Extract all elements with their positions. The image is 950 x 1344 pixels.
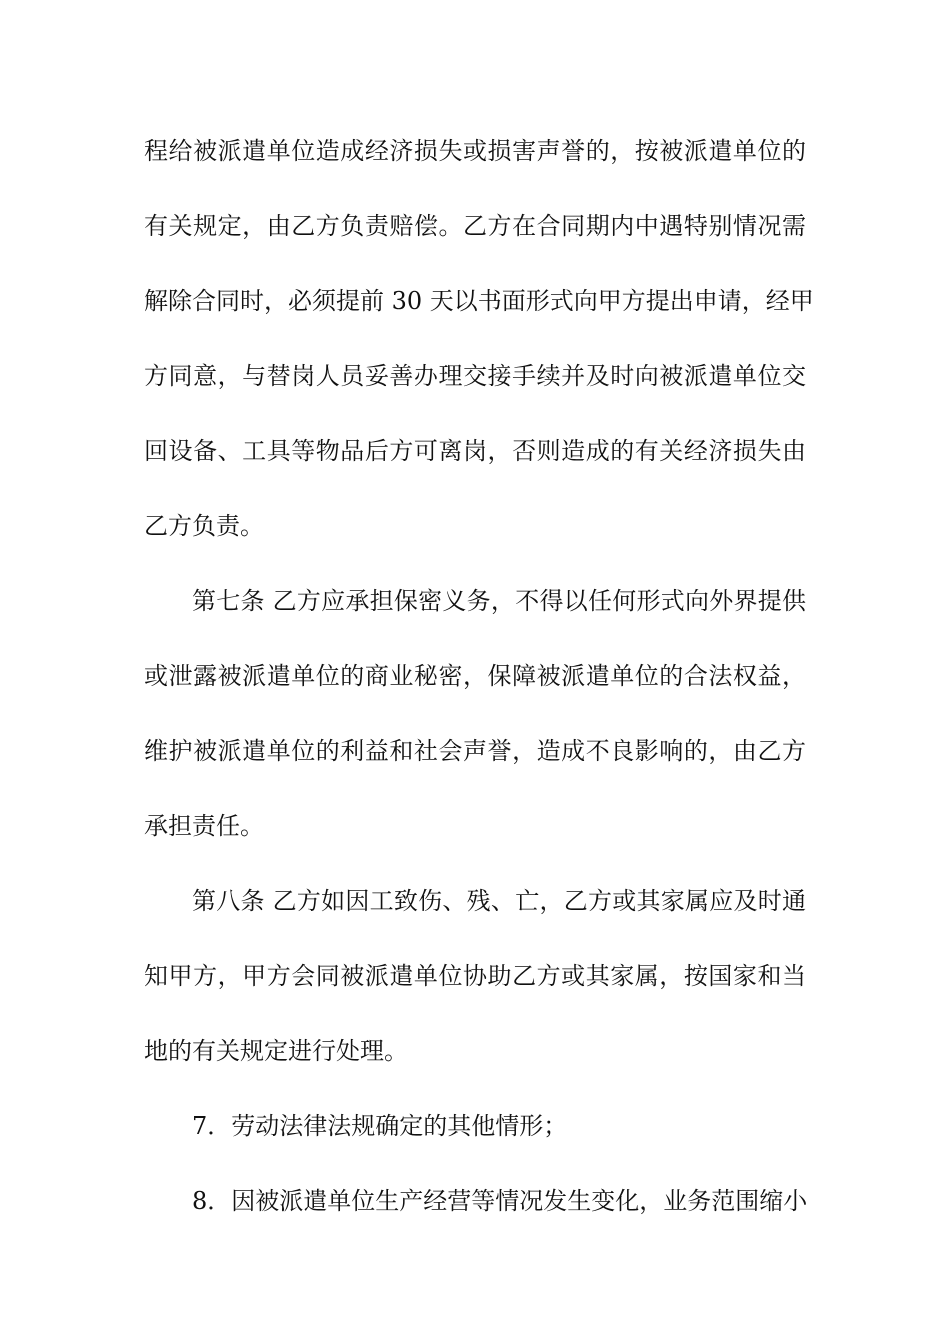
paragraph-line: 或泄露被派遣单位的商业秘密，保障被派遣单位的合法权益， bbox=[144, 662, 806, 690]
paragraph-line: 知甲方，甲方会同被派遣单位协助乙方或其家属，按国家和当 bbox=[144, 962, 806, 990]
paragraph-line: 回设备、工具等物品后方可离岗，否则造成的有关经济损失由 bbox=[144, 437, 806, 465]
paragraph-line: 有关规定，由乙方负责赔偿。乙方在合同期内中遇特别情况需 bbox=[144, 212, 806, 240]
paragraph-line: 地的有关规定进行处理。 bbox=[144, 1037, 408, 1065]
paragraph-line: 维护被派遣单位的利益和社会声誉，造成不良影响的，由乙方 bbox=[144, 737, 806, 765]
paragraph-line: 乙方负责。 bbox=[144, 512, 264, 540]
paragraph-line: 承担责任。 bbox=[144, 812, 264, 840]
paragraph-line: 程给被派遣单位造成经济损失或损害声誉的，按被派遣单位的 bbox=[144, 137, 806, 165]
list-item-8: 8．因被派遣单位生产经营等情况发生变化，业务范围缩小 bbox=[192, 1187, 808, 1215]
list-item-7: 7．劳动法律法规确定的其他情形； bbox=[192, 1112, 568, 1140]
article-7-line: 第七条 乙方应承担保密义务，不得以任何形式向外界提供 bbox=[192, 587, 806, 615]
article-8-line: 第八条 乙方如因工致伤、残、亡，乙方或其家属应及时通 bbox=[192, 887, 806, 915]
paragraph-line: 解除合同时，必须提前 30 天以书面形式向甲方提出申请，经甲 bbox=[144, 287, 814, 315]
paragraph-line: 方同意，与替岗人员妥善办理交接手续并及时向被派遣单位交 bbox=[144, 362, 806, 390]
